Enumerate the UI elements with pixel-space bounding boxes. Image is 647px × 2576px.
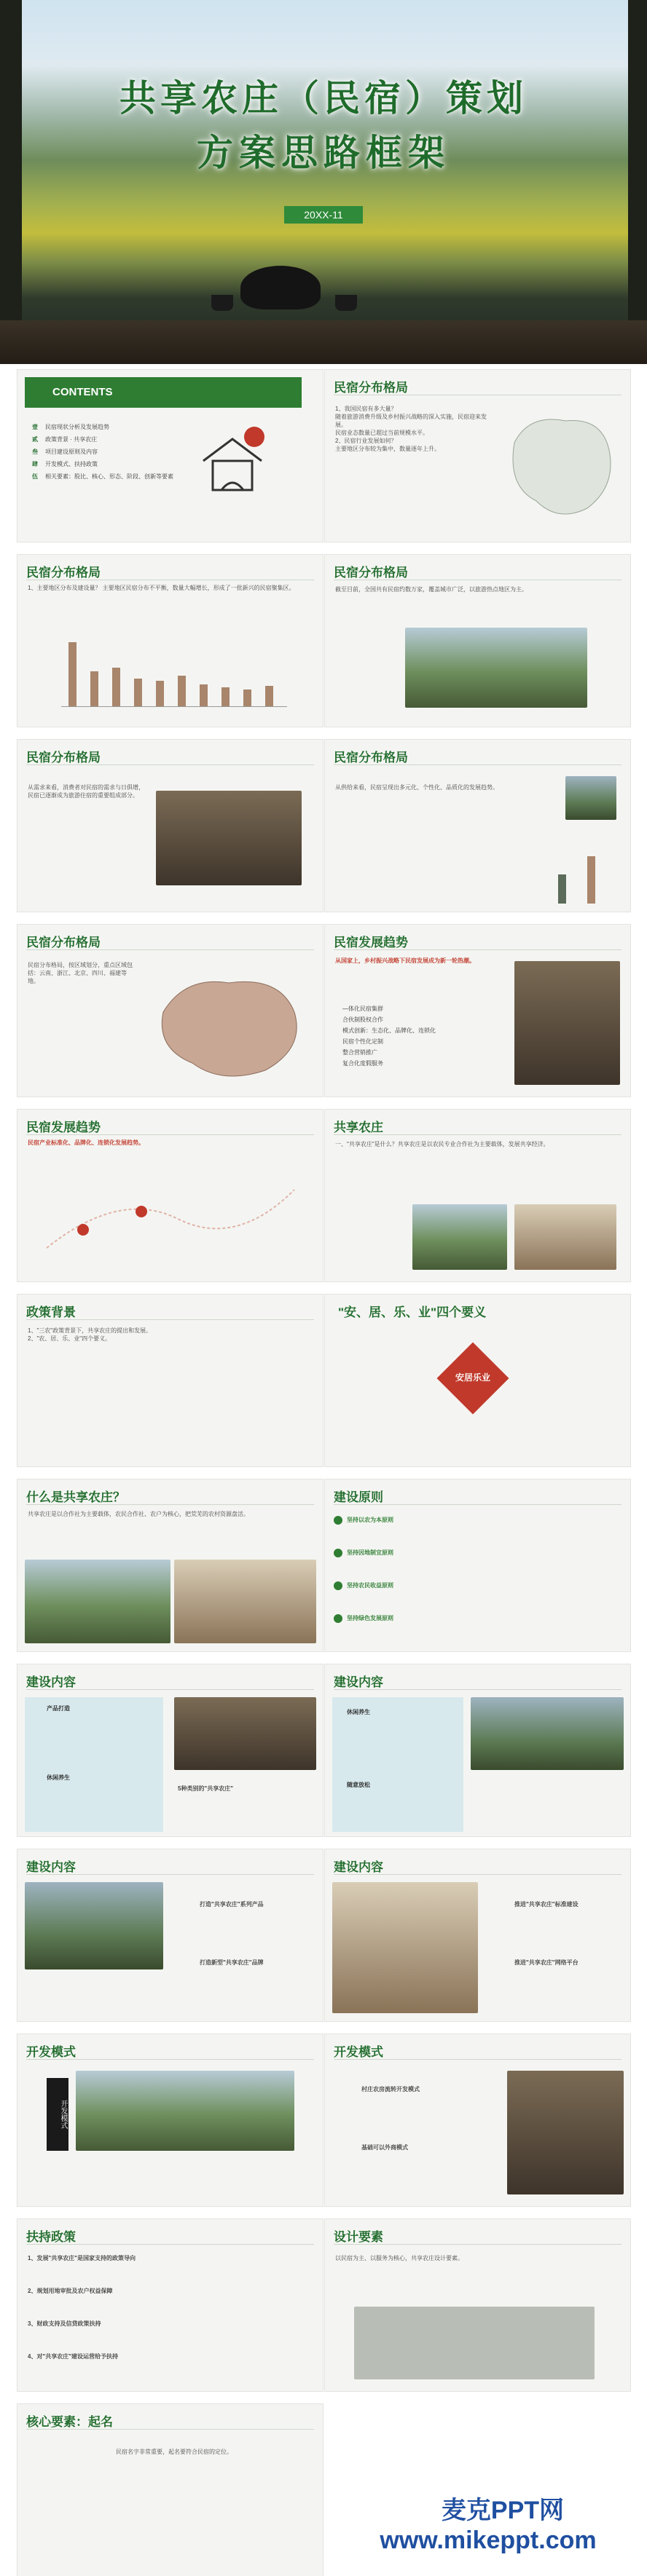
title-divider xyxy=(26,764,314,765)
slide-highlight-text: 从国家上，乡村振兴战略下民宿发展成为新一轮热潮。 xyxy=(335,957,475,964)
slide-body-text: 民宿名字非常重要，起名要符合民宿的定位。 xyxy=(116,2449,232,2455)
window-view-image xyxy=(332,1882,478,2013)
title-divider xyxy=(334,1689,621,1690)
contents-header: CONTENTS xyxy=(52,386,113,398)
slide-body-text: 从需求来看，消费者对民宿的需求与日俱增，民宿已逐渐成为旅游住宿的重要组成部分。 xyxy=(28,784,144,799)
title-divider xyxy=(334,2059,621,2060)
slide-title: 民宿分布格局 xyxy=(26,566,101,580)
title-divider xyxy=(334,949,621,950)
watermark-name: 麦克PPT网 xyxy=(441,2497,565,2524)
content-item: 休闲养生 xyxy=(47,1774,70,1781)
content-panel xyxy=(332,1697,463,1832)
trend-timeline-diagram xyxy=(32,1161,309,1270)
trend-item: 整合营销推广 xyxy=(342,1049,377,1056)
slide-body-text: 截至目前，全国共有民宿约数万家，覆盖城市广泛，以旅游热点地区为主。 xyxy=(335,586,528,593)
slide-body-text: 共享农庄是以合作社为主要载体，农民合作社、农户为核心，把荒芜的农村资源盘活。 xyxy=(28,1511,249,1517)
interior-image xyxy=(514,961,620,1085)
title-divider xyxy=(26,2059,314,2060)
title-divider xyxy=(334,1134,621,1135)
center-label: 安居乐业 xyxy=(455,1372,490,1383)
cover-date: 20XX-11 xyxy=(284,206,363,224)
slide-distribution-2 xyxy=(17,555,323,727)
chart-bar xyxy=(243,690,251,706)
bullet-icon xyxy=(334,1614,342,1623)
contents-number: 伍 xyxy=(32,473,38,480)
slide-title: 政策背景 xyxy=(26,1305,76,1319)
village-image xyxy=(25,1560,170,1643)
bullet-icon xyxy=(334,1581,342,1590)
cover-slide xyxy=(0,0,647,364)
title-divider xyxy=(26,1504,314,1505)
slide-title: 民宿分布格局 xyxy=(26,936,101,949)
contents-number: 贰 xyxy=(32,436,38,443)
slide-contents xyxy=(17,370,323,542)
title-divider xyxy=(26,1319,314,1320)
interior-image xyxy=(507,2071,624,2194)
trend-item: 民宿个性化定制 xyxy=(342,1038,383,1045)
slide-development-mode-2 xyxy=(325,2034,630,2206)
chart-bar xyxy=(558,874,566,904)
chart-axis xyxy=(61,706,287,707)
china-map-icon xyxy=(141,961,316,1085)
slide-design-elements xyxy=(325,2219,630,2391)
trend-item: 合伙制股权合作 xyxy=(342,1016,383,1023)
slide-title: 民宿分布格局 xyxy=(334,381,408,395)
chart-bar xyxy=(200,684,208,706)
slide-naming xyxy=(17,2404,323,2576)
slide-title: 开发模式 xyxy=(26,2045,76,2059)
trend-item: 复合化度假服务 xyxy=(342,1060,383,1067)
policy-item: 4、对"共享农庄"建设运营给予扶持 xyxy=(28,2353,119,2360)
landscape-image xyxy=(471,1697,624,1770)
slide-body-text: 1、主要地区分布及建设量？ 主要地区民宿分布不平衡，数量大幅增长，形成了一批新兴的民宿聚集区。 xyxy=(28,585,295,591)
slide-body-text: 一、"共享农庄"是什么？共享农庄是以农民专业合作社为主要载体，发展共享经济。 xyxy=(335,1141,549,1147)
content-item: 打造新型"共享农庄"品牌 xyxy=(200,1959,264,1966)
slide-development-mode-1 xyxy=(17,2034,323,2206)
window-sill xyxy=(0,320,647,364)
content-panel xyxy=(25,1697,163,1832)
title-divider xyxy=(26,2429,314,2430)
slide-title: 扶持政策 xyxy=(26,2230,76,2244)
trend-item: —体化民宿集群 xyxy=(342,1005,383,1012)
slide-body-text: 民宿产业标准化、品牌化、连锁化发展趋势。 xyxy=(28,1139,144,1146)
cover-title-line1: 共享农庄（民宿）策划 xyxy=(119,76,528,119)
building-image xyxy=(565,776,616,820)
title-divider xyxy=(334,764,621,765)
slide-body-text: 1、"三农"政策背景下，共享农庄的提出和发展。 2、"农、居、乐、业"四个要义。 xyxy=(28,1327,152,1342)
policy-item: 3、财政支持及信贷政策扶持 xyxy=(28,2320,101,2327)
chart-bar xyxy=(178,676,186,706)
slide-shared-farm xyxy=(325,1110,630,1281)
window-frame-right xyxy=(628,0,647,364)
slide-title: 核心要素：起名 xyxy=(26,2415,113,2429)
title-divider xyxy=(26,949,314,950)
bullet-icon xyxy=(334,1516,342,1525)
slide-body-text: 以民宿为主、以服务为核心，共享农庄设计要素。 xyxy=(335,2255,463,2261)
slide-title: 什么是共享农庄？ xyxy=(26,1490,125,1504)
slide-trend-1 xyxy=(325,925,630,1097)
slide-policy-background xyxy=(17,1295,323,1466)
slide-what-is-shared-farm xyxy=(17,1479,323,1651)
title-divider xyxy=(334,2244,621,2245)
slide-title: 共享农庄 xyxy=(334,1121,383,1134)
chart-bar xyxy=(156,681,164,706)
slide-distribution-4 xyxy=(17,740,323,912)
chart-bar xyxy=(587,856,595,904)
chart-bar xyxy=(90,671,98,706)
village-image xyxy=(76,2071,294,2151)
slide-title: 建设内容 xyxy=(334,1860,383,1874)
slide-title: 民宿分布格局 xyxy=(334,566,408,580)
tea-cup xyxy=(211,295,233,311)
content-center: 5种类别的"共享农庄" xyxy=(178,1785,234,1792)
chart-bar xyxy=(265,686,273,706)
title-divider xyxy=(26,1134,314,1135)
slide-construction-content-4 xyxy=(325,1849,630,2021)
title-divider xyxy=(334,1504,621,1505)
farm-image xyxy=(412,1204,507,1270)
slide-title: 设计要素 xyxy=(334,2230,383,2244)
lake-image xyxy=(25,1882,163,1969)
slide-support-policy xyxy=(17,2219,323,2391)
content-item: 产品打造 xyxy=(47,1705,70,1712)
mode-side-label: 开发模式 xyxy=(47,2078,68,2151)
chart-bar xyxy=(221,687,230,706)
slide-title: 民宿发展趋势 xyxy=(334,936,408,949)
content-item: 推进"共享农庄"标准建设 xyxy=(514,1901,579,1908)
mode-item: 村庄农房流转开发模式 xyxy=(361,2086,420,2093)
slide-construction-content-2 xyxy=(325,1664,630,1836)
content-item: 推进"共享农庄"网络平台 xyxy=(514,1959,579,1966)
interior-image xyxy=(156,791,302,885)
slide-construction-content-3 xyxy=(17,1849,323,2021)
bullet-icon xyxy=(334,1549,342,1557)
chart-bar xyxy=(112,668,120,706)
slide-title: 民宿分布格局 xyxy=(26,751,101,764)
slide-distribution-1 xyxy=(325,370,630,542)
sketch-image xyxy=(354,2307,595,2379)
principle-item: 坚持绿色发展原则 xyxy=(347,1615,393,1621)
content-item: 休闲养生 xyxy=(347,1709,370,1715)
house-logo-icon xyxy=(192,421,272,501)
slide-title: 民宿发展趋势 xyxy=(26,1121,101,1134)
slide-title: 民宿分布格局 xyxy=(334,751,408,764)
teapot-image xyxy=(240,266,321,309)
slide-body-text: 从供给来看，民宿呈现出多元化、个性化、品质化的发展趋势。 xyxy=(335,784,498,791)
mode-item: 基础可以外商模式 xyxy=(361,2144,408,2151)
slide-four-principles xyxy=(325,1295,630,1466)
policy-item: 2、规划用地审批及农户权益保障 xyxy=(28,2288,113,2294)
interior-image xyxy=(174,1697,316,1770)
window-frame-left xyxy=(0,0,22,364)
contents-number: 肆 xyxy=(32,461,38,467)
chart-bar xyxy=(134,679,142,706)
content-item: 打造"共享农庄"系列产品 xyxy=(200,1901,264,1908)
slide-distribution-6 xyxy=(17,925,323,1097)
title-divider xyxy=(26,1689,314,1690)
title-divider xyxy=(334,1874,621,1875)
watermark-url[interactable]: www.mikeppt.com xyxy=(380,2526,597,2554)
slide-title: 开发模式 xyxy=(334,2045,383,2059)
principle-item: 坚持因地制宜原则 xyxy=(347,1549,393,1556)
village-image xyxy=(405,628,587,708)
slide-distribution-3 xyxy=(325,555,630,727)
slide-distribution-5 xyxy=(325,740,630,912)
contents-item[interactable]: 政策背景 · 共享农庄 xyxy=(45,436,98,443)
contents-item[interactable]: 相关要素：股比、核心、形态、阶段、创新等要素 xyxy=(45,473,173,480)
policy-item: 1、发展"共享农庄"是国家支持的政策导向 xyxy=(28,2255,136,2261)
chart-bar xyxy=(68,642,77,706)
china-map-icon xyxy=(500,399,620,530)
slide-title: 建设原则 xyxy=(334,1490,383,1504)
slide-title: "安、居、乐、业"四个要义 xyxy=(338,1305,487,1319)
contents-number: 叁 xyxy=(32,449,38,455)
cover-title-line2: 方案思路框架 xyxy=(197,131,450,174)
slide-body-text: 民宿分布格局，按区域划分，重点区域包括：云南、浙江、北京、四川、福建等地。 xyxy=(28,962,133,984)
contents-item[interactable]: 项目建设原则及内容 xyxy=(45,449,98,455)
trend-item: 模式创新：生态化、品牌化、连锁化 xyxy=(342,1027,436,1034)
title-divider xyxy=(26,1874,314,1875)
principle-item: 坚持农民收益原则 xyxy=(347,1582,393,1589)
content-item: 随意放松 xyxy=(347,1782,370,1788)
house-image xyxy=(174,1560,316,1643)
contents-number: 壹 xyxy=(32,424,38,430)
title-divider xyxy=(26,2244,314,2245)
slide-title: 建设内容 xyxy=(334,1675,383,1689)
tea-cup xyxy=(335,295,357,311)
slide-title: 建设内容 xyxy=(26,1860,76,1874)
principle-item: 坚持以农为本原则 xyxy=(347,1517,393,1523)
slide-construction-principles xyxy=(325,1479,630,1651)
contents-item[interactable]: 民宿现状分析及发展趋势 xyxy=(45,424,109,430)
slide-construction-content-1 xyxy=(17,1664,323,1836)
slide-body-text: 1、我国民宿有多大量？ 随着旅游消费升级及乡村振兴战略的深入实施，民宿迎来发展。 民宿业态数量已超过当前规模水平。 2、民宿行业发展如何？ 主要地区分布较为集中，数量逐年上升。 xyxy=(335,406,487,452)
slide-trend-2 xyxy=(17,1110,323,1281)
house-image xyxy=(514,1204,616,1270)
contents-item[interactable]: 开发模式、扶持政策 xyxy=(45,461,98,467)
slide-title: 建设内容 xyxy=(26,1675,76,1689)
